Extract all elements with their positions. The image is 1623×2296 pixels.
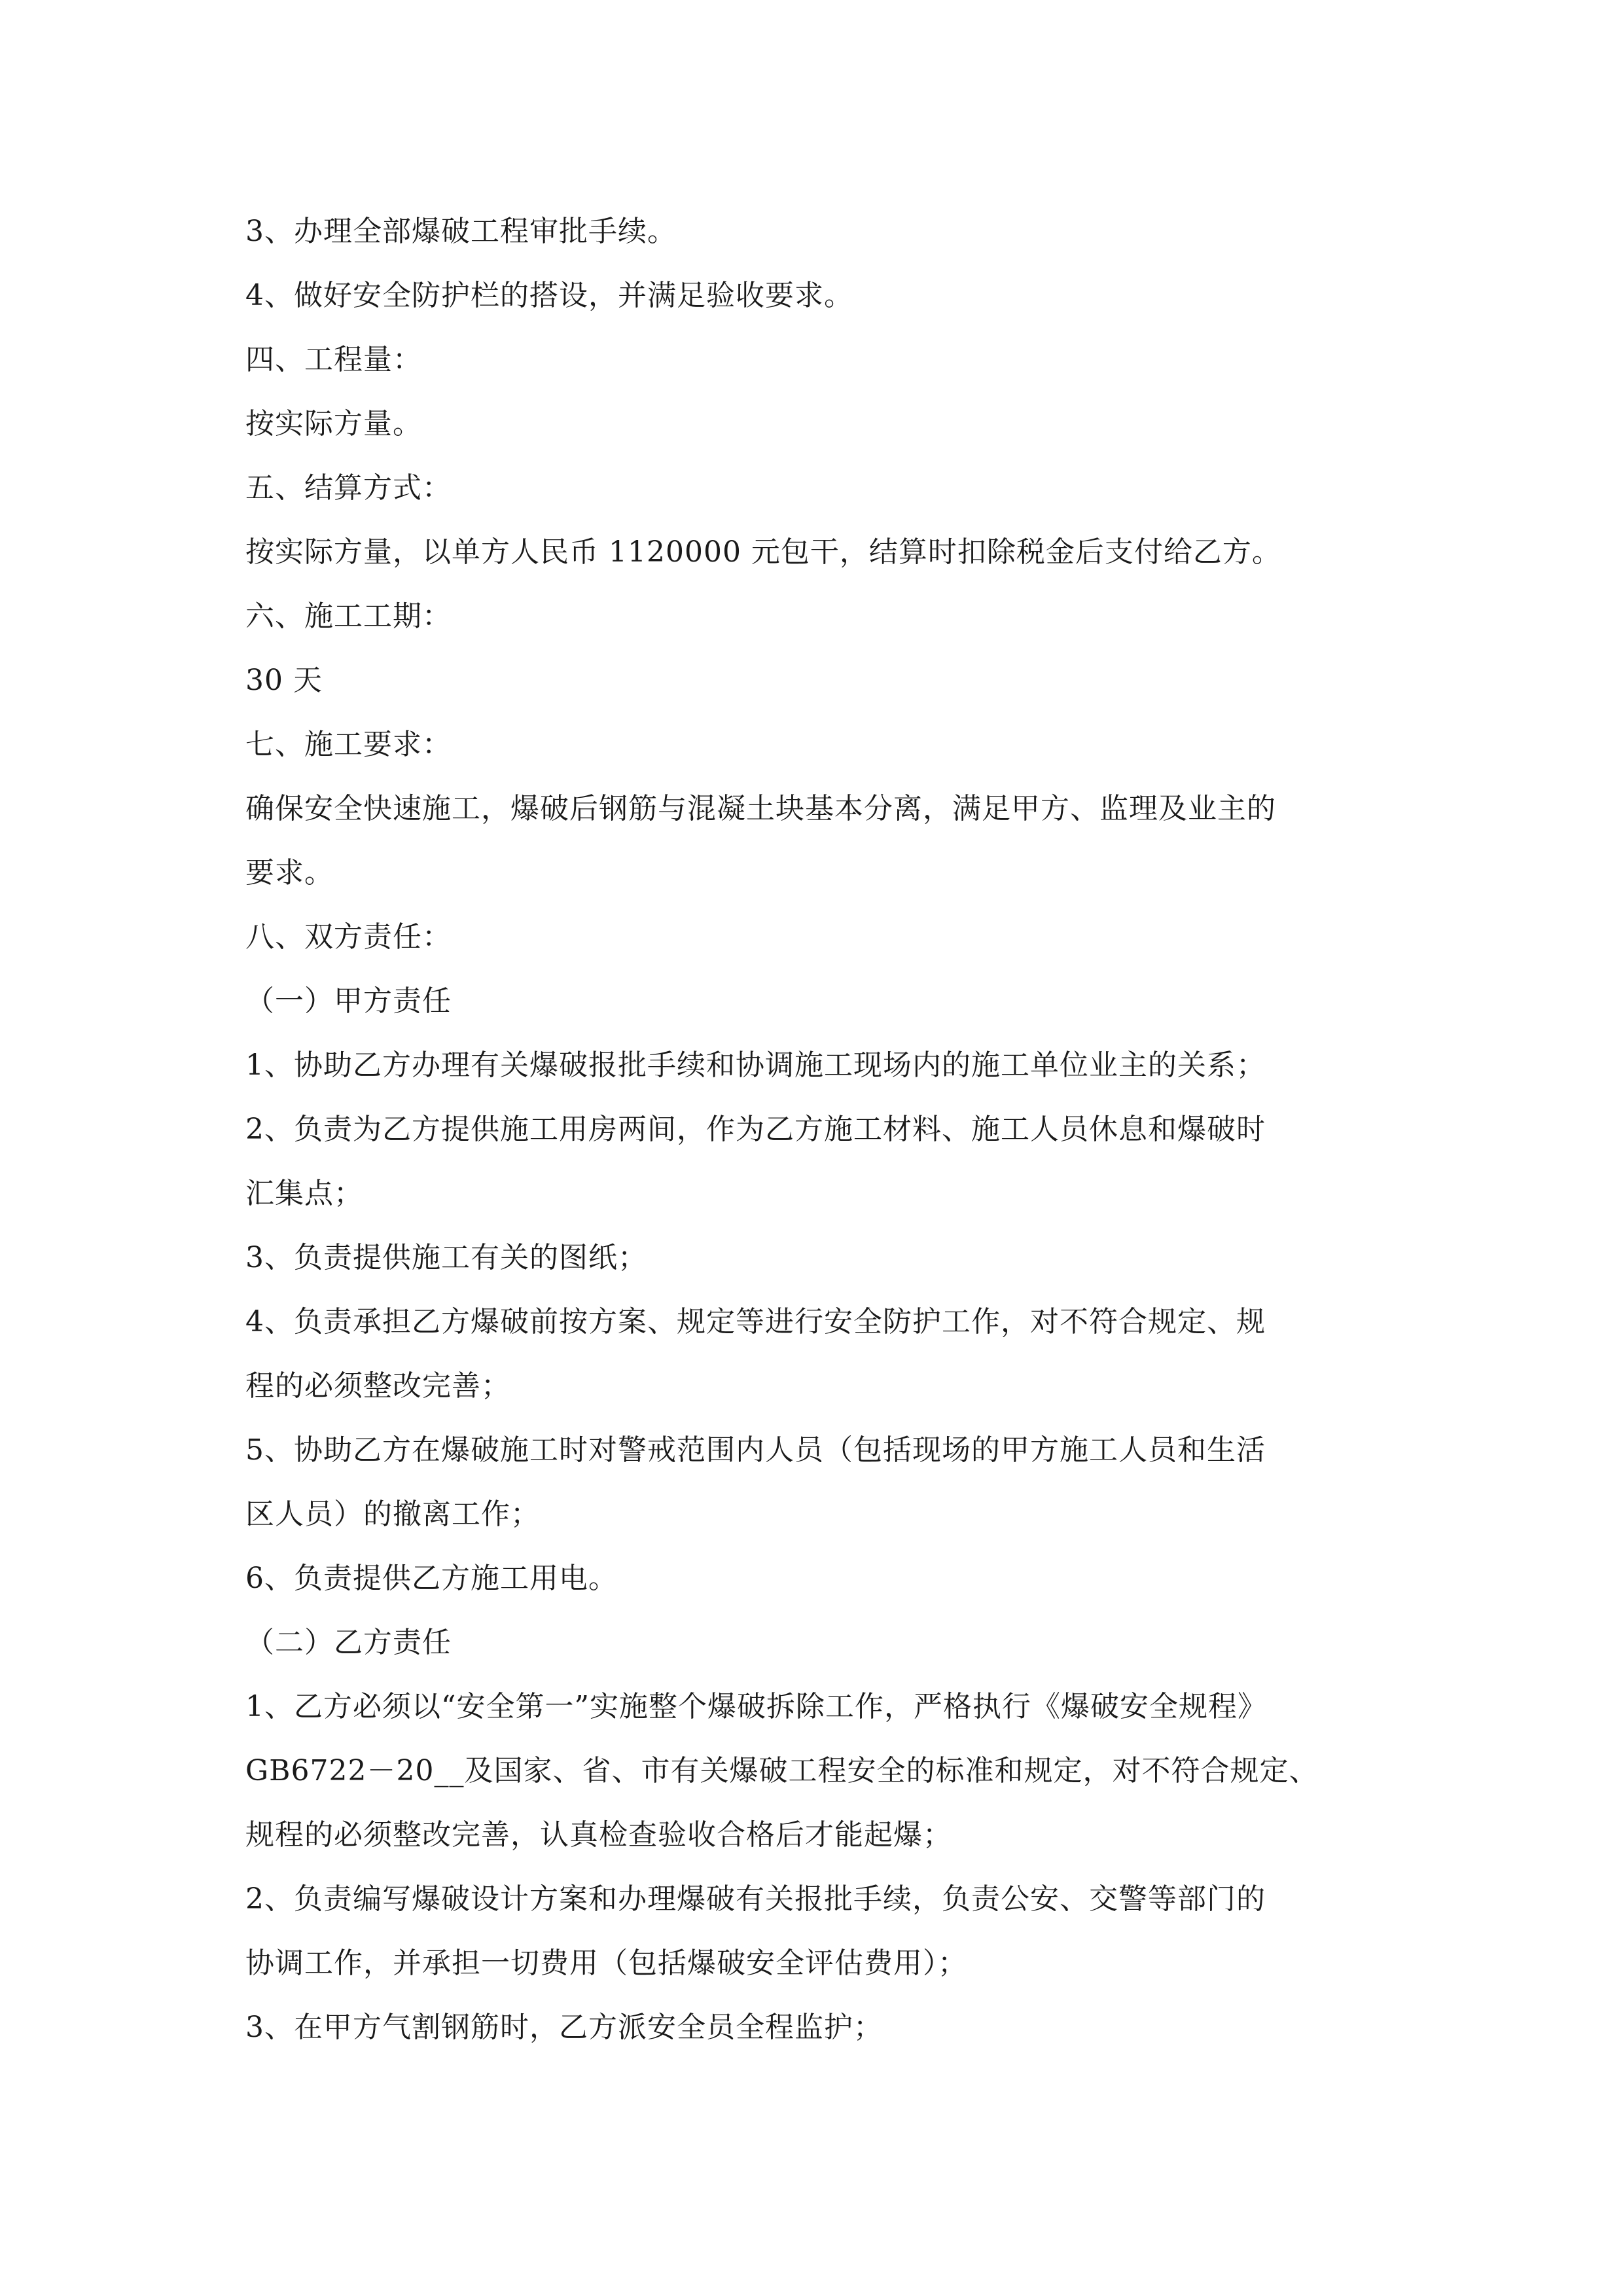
duration-text: 30 天 bbox=[245, 664, 323, 697]
party-a-item-2-line-2: 汇集点； bbox=[245, 1177, 363, 1210]
clause-item-3: 3、办理全部爆破工程审批手续。 bbox=[245, 215, 677, 248]
party-a-item-6: 6、负责提供乙方施工用电。 bbox=[245, 1562, 618, 1595]
party-a-item-2-line-1: 2、负责为乙方提供施工用房两间，作为乙方施工材料、施工人员休息和爆破时 bbox=[245, 1113, 1266, 1146]
requirements-text-line-2: 要求。 bbox=[245, 856, 334, 889]
party-b-item-2-line-1: 2、负责编写爆破设计方案和办理爆破有关报批手续，负责公安、交警等部门的 bbox=[245, 1882, 1266, 1916]
party-a-item-4-line-2: 程的必须整改完善； bbox=[245, 1369, 510, 1403]
party-a-item-5-line-2: 区人员）的撤离工作； bbox=[245, 1498, 540, 1531]
section-heading-settlement: 五、结算方式： bbox=[245, 471, 452, 505]
party-b-item-2-line-2: 协调工作，并承担一切费用（包括爆破安全评估费用）； bbox=[245, 1946, 967, 1980]
party-b-item-3: 3、在甲方气割钢筋时，乙方派安全员全程监护； bbox=[245, 2011, 883, 2044]
subsection-heading-party-b: （二）乙方责任 bbox=[245, 1626, 452, 1659]
section-heading-duration: 六、施工工期： bbox=[245, 600, 452, 633]
party-b-item-1-line-1: 1、乙方必须以“安全第一”实施整个爆破拆除工作，严格执行《爆破安全规程》 bbox=[245, 1690, 1267, 1723]
party-a-item-5-line-1: 5、协助乙方在爆破施工时对警戒范围内人员（包括现场的甲方施工人员和生活 bbox=[245, 1433, 1266, 1467]
requirements-text-line-1: 确保安全快速施工，爆破后钢筋与混凝土块基本分离，满足甲方、监理及业主的 bbox=[245, 792, 1276, 825]
section-heading-quantity: 四、工程量： bbox=[245, 343, 422, 376]
section-heading-requirements: 七、施工要求： bbox=[245, 728, 452, 761]
quantity-text: 按实际方量。 bbox=[245, 407, 422, 440]
subsection-heading-party-a: （一）甲方责任 bbox=[245, 984, 452, 1018]
clause-item-4: 4、做好安全防护栏的搭设，并满足验收要求。 bbox=[245, 279, 853, 312]
party-b-item-1-line-2: GB6722－20__及国家、省、市有关爆破工程安全的标准和规定，对不符合规定、 bbox=[245, 1754, 1319, 1787]
settlement-text: 按实际方量，以单方人民币 1120000 元包干，结算时扣除税金后支付给乙方。 bbox=[245, 535, 1281, 569]
document-body bbox=[245, 200, 1410, 2060]
party-a-item-1: 1、协助乙方办理有关爆破报批手续和协调施工现场内的施工单位业主的关系； bbox=[245, 1049, 1266, 1082]
party-b-item-1-line-3: 规程的必须整改完善，认真检查验收合格后才能起爆； bbox=[245, 1818, 952, 1852]
party-a-item-3: 3、负责提供施工有关的图纸； bbox=[245, 1241, 647, 1274]
party-a-item-4-line-1: 4、负责承担乙方爆破前按方案、规定等进行安全防护工作，对不符合规定、规 bbox=[245, 1305, 1266, 1338]
section-heading-responsibilities: 八、双方责任： bbox=[245, 920, 452, 954]
